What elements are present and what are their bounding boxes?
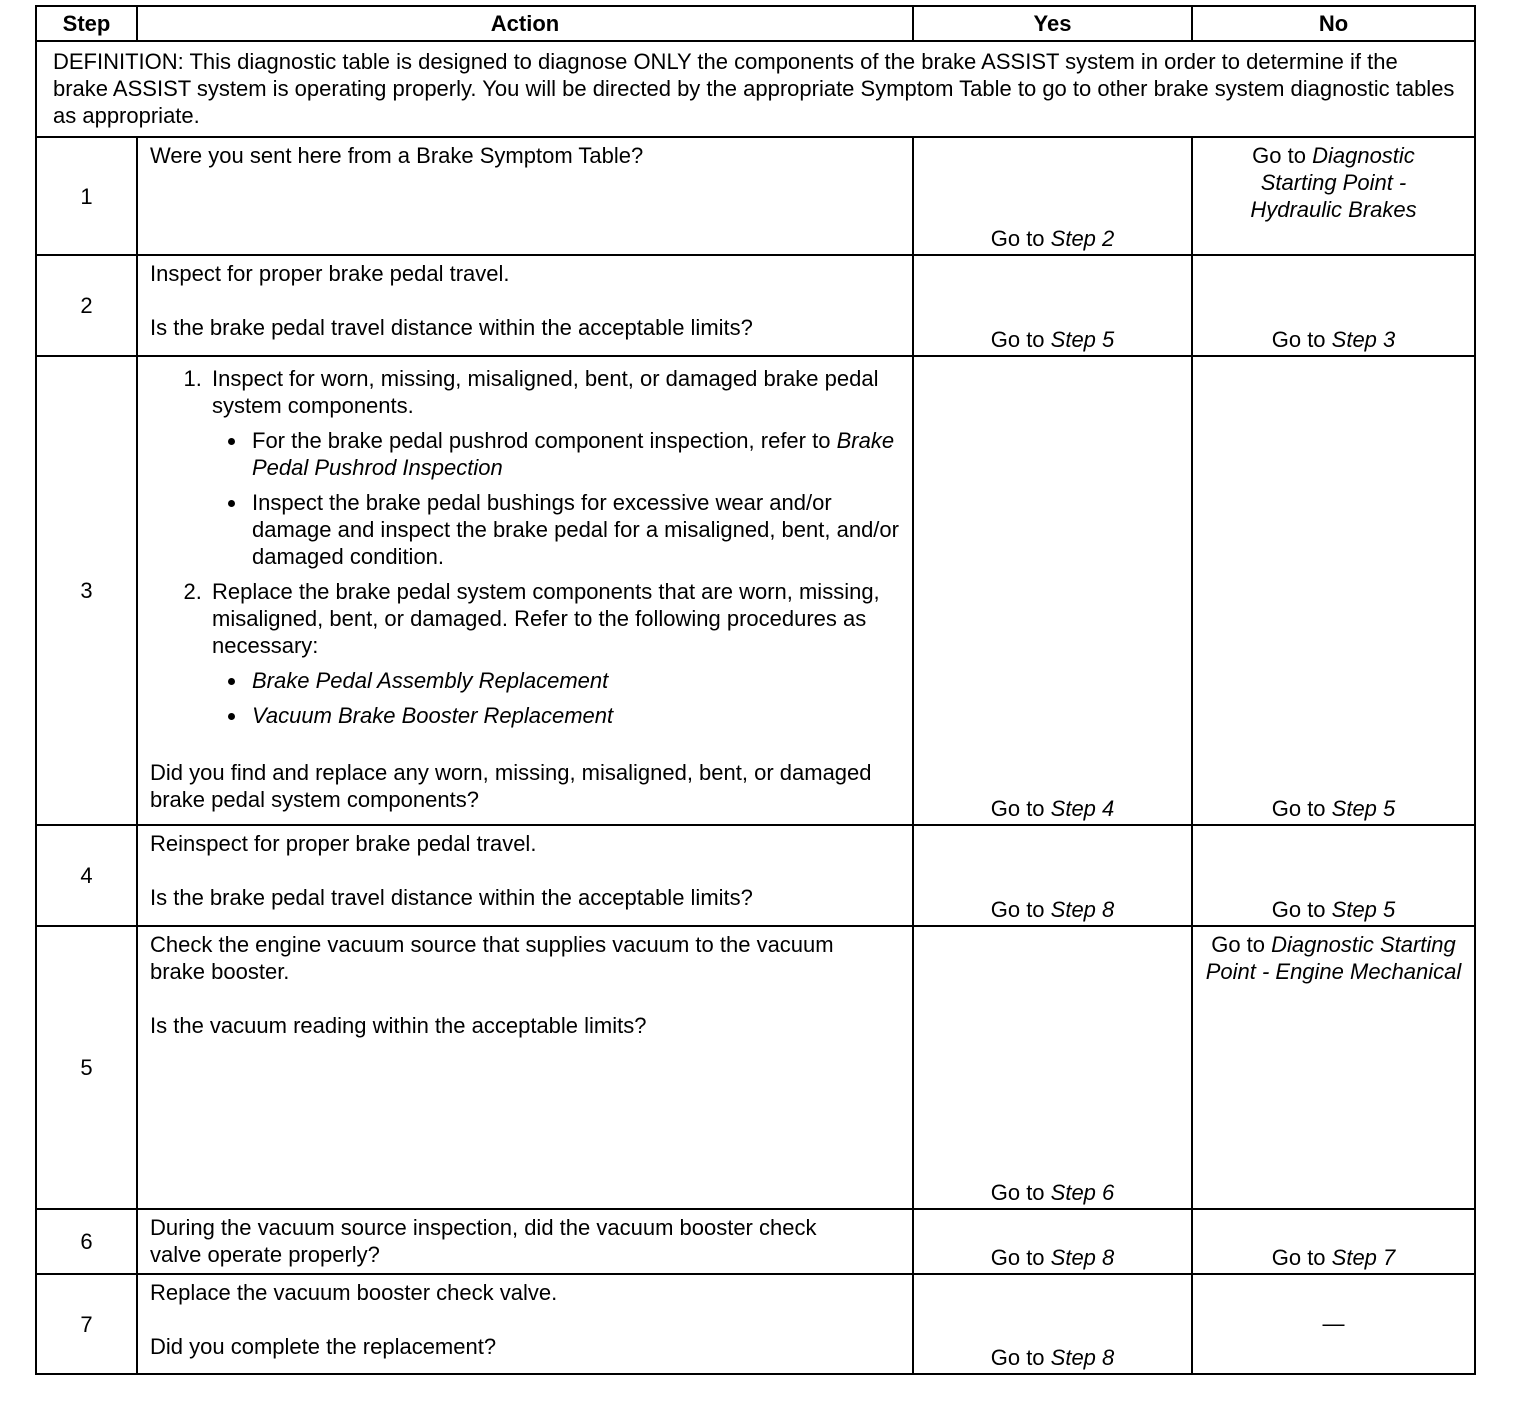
go-to-label: Go to: [990, 796, 1051, 821]
step-link[interactable]: Step 3: [1331, 327, 1396, 352]
no-cell: [1192, 1209, 1475, 1274]
no-cell: [1192, 926, 1475, 1209]
step-link[interactable]: Step 8: [1050, 1245, 1115, 1270]
step-number: 7: [36, 1274, 137, 1374]
action-cell: [137, 255, 913, 356]
yes-cell: [913, 926, 1192, 1209]
header-action: Action: [137, 6, 913, 41]
step-link[interactable]: Step 5: [1331, 796, 1396, 821]
yes-cell: [913, 137, 1192, 255]
diagnostic-table: [35, 5, 1476, 1375]
step-link[interactable]: Step 4: [1050, 796, 1115, 821]
go-to-label: Go to: [1252, 143, 1313, 168]
step-link[interactable]: Step 5: [1331, 897, 1396, 922]
action-cell: [137, 1274, 913, 1374]
action-text: Check the engine vacuum source that supplies vacuum to the vacuum brake booster.: [150, 932, 834, 984]
no-cell: [1192, 137, 1475, 255]
header-yes: Yes: [913, 6, 1192, 41]
action-text: During the vacuum source inspection, did the vacuum booster check valve operate properly?: [137, 1209, 913, 1274]
step-link[interactable]: Step 2: [1050, 226, 1115, 251]
step-number: 1: [36, 137, 137, 255]
yes-cell: [913, 1209, 1192, 1274]
table-row: [36, 255, 1475, 356]
action-cell: [137, 356, 913, 825]
header-row: [36, 6, 1475, 41]
action-cell: [137, 926, 913, 1209]
no-cell: —: [1192, 1274, 1475, 1374]
action-question: Is the brake pedal travel distance within the acceptable limits?: [150, 315, 753, 340]
go-to-label: Go to: [1211, 932, 1272, 957]
go-to-label: Go to: [1271, 897, 1332, 922]
step-link[interactable]: Step 8: [1050, 897, 1115, 922]
action-question: Is the brake pedal travel distance within the acceptable limits?: [150, 885, 753, 910]
procedure-link[interactable]: Diagnostic Starting Point - Hydraulic Brakes: [1250, 143, 1417, 222]
action-text: Were you sent here from a Brake Symptom Table?: [137, 137, 913, 255]
no-cell: [1192, 356, 1475, 825]
step-number: 6: [36, 1209, 137, 1274]
procedure-link[interactable]: Brake Pedal Pushrod Inspection: [252, 428, 895, 480]
procedure-link[interactable]: Diagnostic Starting Point - Engine Mechanical: [1205, 932, 1462, 984]
step-number: 2: [36, 255, 137, 356]
procedure-text: Replace the brake pedal system components that are worn, missing, misaligned, bent, or damaged. Refer to the following procedures as necessary:: [212, 579, 880, 658]
no-cell: [1192, 825, 1475, 926]
step-number: 5: [36, 926, 137, 1209]
no-cell: [1192, 255, 1475, 356]
yes-cell: [913, 255, 1192, 356]
go-to-label: Go to: [1271, 796, 1332, 821]
step-link[interactable]: Step 5: [1050, 327, 1115, 352]
definition-row: [36, 41, 1475, 137]
step-link[interactable]: Step 8: [1050, 1345, 1115, 1370]
go-to-label: Go to: [1271, 1245, 1332, 1270]
go-to-label: Go to: [990, 897, 1051, 922]
procedure-link[interactable]: Vacuum Brake Booster Replacement: [252, 703, 614, 728]
bullet-item: • Inspect the brake pedal bushings for excessive wear and/or damage and inspect the brake pedal for a misaligned, bent, and/or damaged condition.: [248, 489, 900, 570]
definition-text: DEFINITION: This diagnostic table is designed to diagnose ONLY the components of the brake ASSIST system in order to determine if the brake ASSIST system is operating properly. You will be directed by the appropriate Symptom Table to go to other brake system diagnostic tables as appropriate.: [36, 41, 1475, 137]
procedure-item: [208, 578, 900, 729]
action-question: Did you find and replace any worn, missing, misaligned, bent, or damaged brake pedal system components?: [150, 760, 872, 812]
table-row: [36, 137, 1475, 255]
action-question: Did you complete the replacement?: [150, 1334, 497, 1359]
bullet-item: [248, 702, 900, 729]
bullet-list: [212, 667, 900, 729]
yes-cell: [913, 356, 1192, 825]
step-number: 3: [36, 356, 137, 825]
procedure-list: [150, 365, 900, 729]
go-to-label: Go to: [1271, 327, 1332, 352]
bullet-list: [212, 427, 900, 570]
action-text: Replace the vacuum booster check valve.: [150, 1280, 558, 1305]
action-question: Is the vacuum reading within the acceptable limits?: [150, 1013, 647, 1038]
go-to-label: Go to: [990, 1245, 1051, 1270]
table-row: [36, 825, 1475, 926]
action-text: Inspect for proper brake pedal travel.: [150, 261, 510, 286]
go-to-label: Go to: [990, 226, 1051, 251]
procedure-link[interactable]: Brake Pedal Assembly Replacement: [252, 668, 609, 693]
action-cell: [137, 825, 913, 926]
yes-cell: [913, 1274, 1192, 1374]
yes-cell: [913, 825, 1192, 926]
go-to-label: Go to: [990, 327, 1051, 352]
bullet-item: [248, 667, 900, 694]
bullet-item: [248, 427, 900, 481]
table-row: [36, 356, 1475, 825]
table-row: [36, 926, 1475, 1209]
table-row: [36, 1209, 1475, 1274]
table-row: [36, 1274, 1475, 1374]
step-link[interactable]: Step 7: [1331, 1245, 1396, 1270]
procedure-item: [208, 365, 900, 570]
bullet-text: For the brake pedal pushrod component inspection, refer to: [252, 428, 837, 453]
step-link[interactable]: Step 6: [1050, 1180, 1115, 1205]
header-step: Step: [36, 6, 137, 41]
procedure-text: Inspect for worn, missing, misaligned, bent, or damaged brake pedal system components.: [212, 366, 879, 418]
action-text: Reinspect for proper brake pedal travel.: [150, 831, 537, 856]
header-no: No: [1192, 6, 1475, 41]
go-to-label: Go to: [990, 1345, 1051, 1370]
step-number: 4: [36, 825, 137, 926]
go-to-label: Go to: [990, 1180, 1051, 1205]
